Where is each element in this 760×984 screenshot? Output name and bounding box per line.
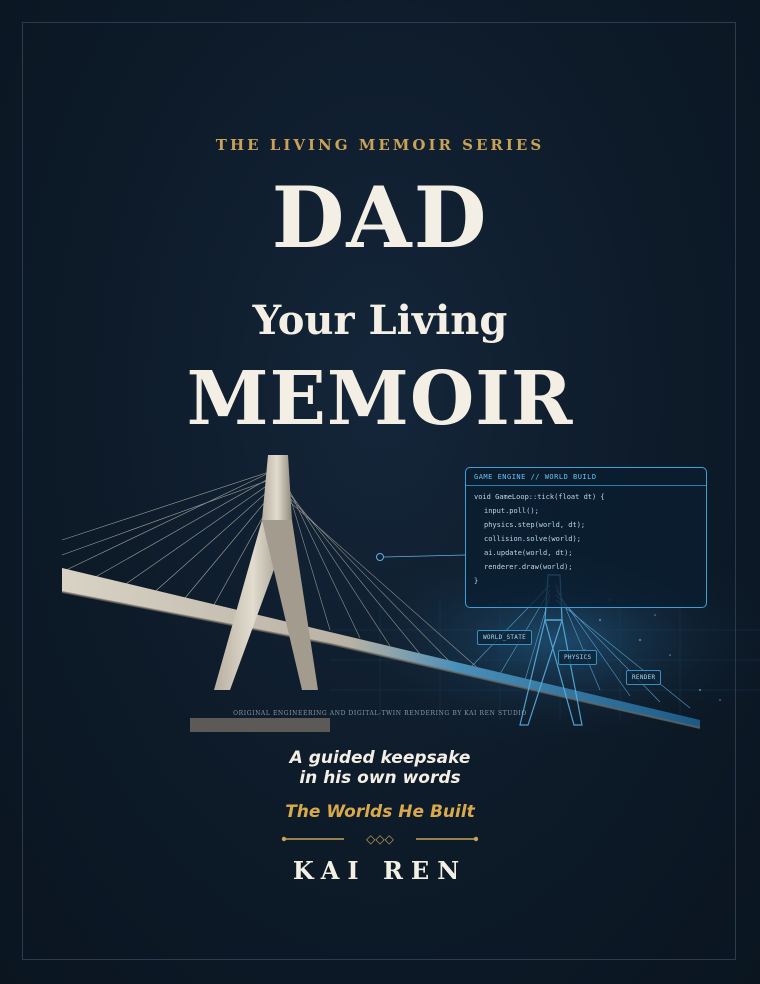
subtitle-line-1: A guided keepsake — [289, 748, 471, 768]
ornament-divider — [280, 831, 480, 847]
book-title: The Worlds He Built — [285, 802, 475, 822]
code-panel — [465, 467, 707, 608]
ornament-diamonds: ◇◇◇ — [366, 832, 394, 846]
title-dad: DAD — [271, 168, 489, 267]
code-panel-header: GAME ENGINE // WORLD BUILD — [466, 468, 706, 486]
tag-render: RENDER — [626, 670, 661, 685]
code-line: physics.step(world, dt); — [484, 521, 586, 529]
code-line: } — [474, 577, 479, 585]
main-pylon — [190, 455, 330, 732]
code-line: collision.solve(world); — [484, 535, 581, 543]
author-name: KAI REN — [292, 856, 468, 885]
code-line: input.poll(); — [484, 507, 539, 515]
code-line: ai.update(world, dt); — [484, 549, 573, 557]
title-your-living: Your Living — [252, 297, 508, 344]
tag-physics: PHYSICS — [558, 650, 597, 665]
series-label: THE LIVING MEMOIR SERIES — [215, 136, 545, 154]
code-panel-body — [466, 486, 706, 592]
title-memoir: MEMOIR — [186, 356, 574, 442]
code-line: void GameLoop::tick(float dt) { — [474, 493, 605, 501]
image-caption: ORIGINAL ENGINEERING AND DIGITAL-TWIN RENDERING BY KAI REN STUDIO — [233, 710, 527, 717]
subtitle-line-2: in his own words — [299, 768, 461, 788]
subtitle — [0, 748, 760, 788]
code-line: renderer.draw(world); — [484, 563, 573, 571]
tag-world-state: WORLD_STATE — [477, 630, 532, 645]
